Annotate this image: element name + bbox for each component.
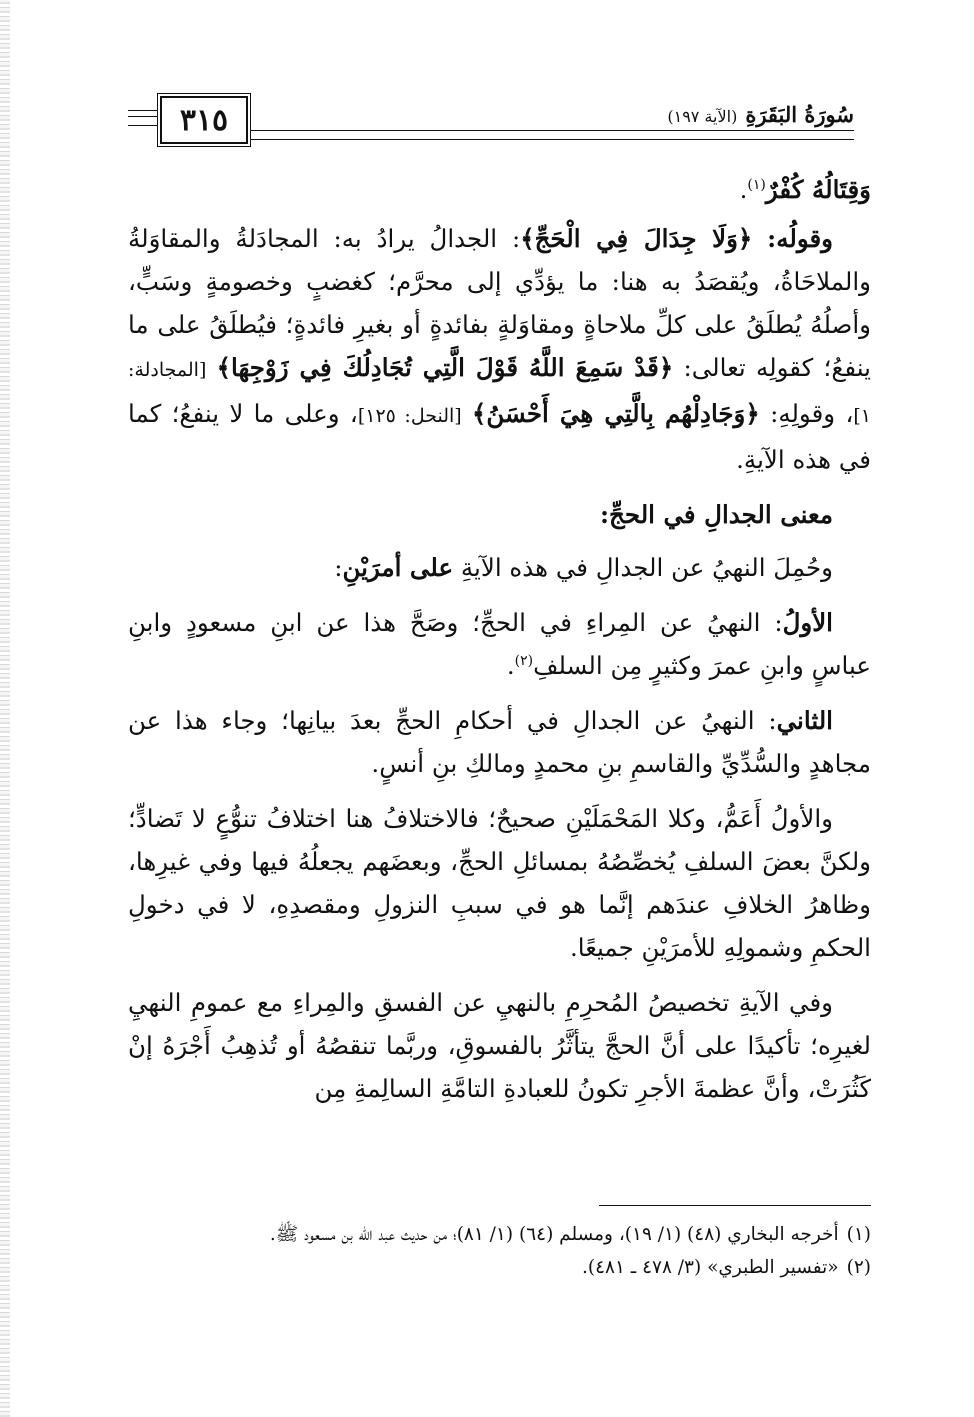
footnote-separator [599,1205,871,1206]
footnote-text: «تفسير الطبري» (٣/ ٤٧٨ ـ ٤٨١). [582,1257,839,1278]
lead-term: الأولُ [782,608,833,637]
paragraph-end: : [334,553,343,582]
paragraph-text: ، وعلى ما لا ينفعُ؛ كما في هذه الآيةِ. [128,399,871,474]
page-number-box [160,96,248,144]
paragraph-6: وفي الآيةِ تخصيصُ المُحرِمِ بالنهيِ عن الفسقِ والمِراءِ مع عمومِ النهيِ لغيرِه؛ تأكيدًا على أنَّ الحجَّ يتأثَّرُ بالفسوقِ، وربَّما تنقصُهُ أو تُذهِبُ أَجْرَهُ إنْ كَثُرَتْ، وأنَّ عظمةَ الأجرِ تكونُ للعبادةِ التامَّةِ السالِمةِ مِن [128,988,871,1103]
footnote [128,1251,871,1284]
paragraph-4 [128,699,871,785]
footnotes [128,1218,871,1284]
lead-term: الثاني [776,706,833,735]
header-ornament-lines [128,110,158,126]
quran-quote: وَقِتَالُهُ كُفْرٌ [765,175,871,204]
header-rule [250,130,854,140]
paragraph-text: : الجدالُ يرادُ به: المجادَلةُ والمقاوَلةُ والملاحَاةُ، ويُقصَدُ به هنا: ما يؤدِّي إلى محرَّم؛ كغضبٍ وخصومةٍ وسَبٍّ، وأصلُهُ يُطلَقُ على كلِّ ملاحاةٍ ومقاوَلةٍ بفائدةٍ أو بغيرِ فائدةٍ؛ فيُطلَقُ على ما ينفعُ؛ كقولِه تعالى: [128,224,871,382]
page-header [128,96,854,148]
paragraph-5: والأولُ أَعَمُّ، وكلا المَحْمَلَيْنِ صحيحٌ؛ فالاختلافُ هنا اختلافُ تنوُّعٍ لا تَضادٍّ؛ ولكنَّ بعضَ السلفِ يُخصِّصُهُ بمسائلِ الحجِّ، وبعضَهم يجعلُهُ فيها وفي غيرِها، وظاهرُ الخلافِ عندَهم إنَّما هو في سببِ النزولِ ومقصدِهِ، لا في دخولِ الحكمِ وشمولِهِ للأمرَيْنِ جميعًا. [128,804,871,962]
lead-term: وقولُه: [767,224,834,253]
bold-phrase: على أمرَيْنِ [342,553,454,582]
quran-quote: ﴿قَدْ سَمِعَ اللَّهُ قَوْلَ الَّتِي تُجَادِلُكَ فِي زَوْجِهَا﴾ [216,353,674,382]
quran-quote: ﴿وَلَا جِدَالَ فِي الْحَجِّ﴾ [520,224,753,253]
paragraph-text: وحُمِلَ النهيُ عن الجدالِ في هذه الآيةِ [460,553,833,582]
surah-name: سُورَةُ البَقَرَةِ [745,102,854,127]
paragraph-text: : النهيُ عن الجدالِ في أحكامِ الحجِّ بعدَ بيانِها؛ وجاء هذا عن مجاهدٍ والسُّدِّيِّ والقاسمِ بنِ محمدٍ ومالكِ بنِ أنسٍ. [128,706,871,778]
footnote-text: أخرجه البخاري (٤٨) (١/ ١٩)، ومسلم (٦٤) (١/ ٨١)؛ من حديث عبد الله بن مسعود ﷺ. [269,1224,839,1245]
footnote-ref-2: (٢) [514,652,534,669]
page-number: ٣١٥ [179,102,229,138]
verse-reference: (الآية ١٩٧) [667,107,738,126]
footnote-number: (٢) [846,1257,871,1278]
running-title [667,102,854,127]
paragraph-end: . [739,175,748,204]
verse-citation: [المجادلة: ١] [128,359,872,427]
footnote [128,1218,871,1251]
quran-quote: ﴿وَجَادِلْهُم بِالَّتِي هِيَ أَحْسَنُ﴾ [472,399,760,428]
footnote-number: (١) [846,1224,871,1245]
paragraph-text: : النهيُ عن المِراءِ في الحجِّ؛ وصَحَّ هذا عن ابنِ مسعودٍ وابنِ عباسٍ وابنِ عمرَ وكثيرٍ مِن السلفِ [128,608,871,680]
paragraph-0 [128,168,871,211]
section-heading: معنى الجدالِ في الحجِّ: [600,500,833,529]
page-body [128,168,871,1122]
paragraph-end: . [506,651,515,680]
paragraph-text: ، وقولِهِ: [770,399,854,428]
paragraph-3 [128,601,871,687]
footnote-ref-1: (١) [747,176,766,193]
paragraph-1 [128,217,871,481]
verse-citation: [النحل: ١٢٥] [357,405,462,427]
paragraph-2 [128,546,871,589]
